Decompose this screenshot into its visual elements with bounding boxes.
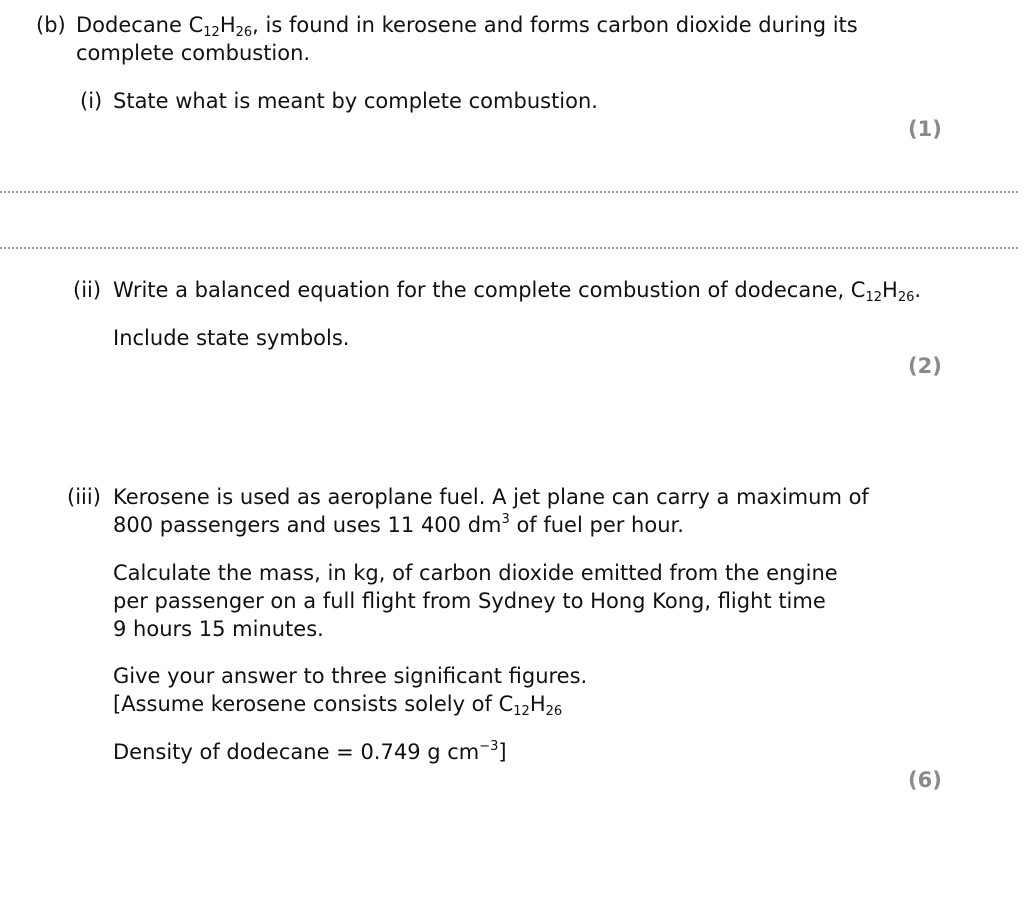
answer-line-2[interactable]	[0, 247, 1018, 249]
iii-superscript-minus3: −3	[479, 739, 499, 754]
iii-p1-text-b: of fuel per hour.	[509, 513, 684, 537]
question-ii-marks: (2)	[908, 354, 942, 378]
ii-subscript-12: 12	[865, 290, 883, 305]
question-i-label: (i)	[80, 89, 103, 113]
intro-subscript-12: 12	[203, 25, 220, 40]
iii-subscript-26: 26	[545, 704, 563, 719]
question-iii-p2-line2: per passenger on a full flight from Sydney to Hong Kong, flight time	[113, 589, 826, 613]
intro-text-3: , is found in kerosene and forms carbon dioxide during its	[252, 13, 858, 37]
question-ii-text	[113, 276, 921, 304]
question-i-marks: (1)	[908, 117, 942, 141]
ii-subscript-26: 26	[897, 290, 915, 305]
question-i-text: State what is meant by complete combustion.	[113, 89, 598, 113]
intro-text-2: H	[219, 13, 236, 37]
part-b-intro-line2: complete combustion.	[76, 41, 311, 65]
part-b-label: (b)	[36, 13, 66, 37]
question-iii-p2-line3: 9 hours 15 minutes.	[113, 617, 324, 641]
question-iii-p2-line1: Calculate the mass, in kg, of carbon dioxide emitted from the engine	[113, 561, 838, 585]
iii-density-text: Density of dodecane = 0.749 g cm	[113, 740, 480, 764]
question-iii-p3-line2	[113, 690, 562, 718]
iii-superscript-3: 3	[501, 512, 510, 527]
ii-text-1: Write a balanced equation for the complete combustion of dodecane, C	[113, 278, 866, 302]
question-iii-label: (iii)	[67, 485, 101, 509]
question-ii-label: (ii)	[73, 278, 102, 302]
ii-text-3: .	[914, 278, 922, 302]
iii-p3-text-b: H	[529, 692, 546, 716]
iii-p1-text-a: 800 passengers and uses 11 400 dm	[113, 513, 502, 537]
iii-p3-text-a: [Assume kerosene consists solely of C	[113, 692, 514, 716]
part-b-intro-line1	[76, 11, 858, 39]
question-ii-line2: Include state symbols.	[113, 326, 350, 350]
question-iii-density	[113, 738, 507, 766]
question-iii-p1-line2	[113, 511, 684, 539]
answer-line-1[interactable]	[0, 191, 1018, 193]
ii-text-2: H	[882, 278, 898, 302]
iii-subscript-12: 12	[513, 704, 530, 719]
iii-density-bracket: ]	[498, 740, 507, 764]
intro-text-1: Dodecane C	[76, 13, 204, 37]
question-iii-p3-line1: Give your answer to three significant figures.	[113, 664, 588, 688]
question-iii-p1-line1: Kerosene is used as aeroplane fuel. A jet plane can carry a maximum of	[113, 485, 869, 509]
intro-subscript-26: 26	[235, 25, 253, 40]
question-iii-marks: (6)	[908, 768, 942, 792]
